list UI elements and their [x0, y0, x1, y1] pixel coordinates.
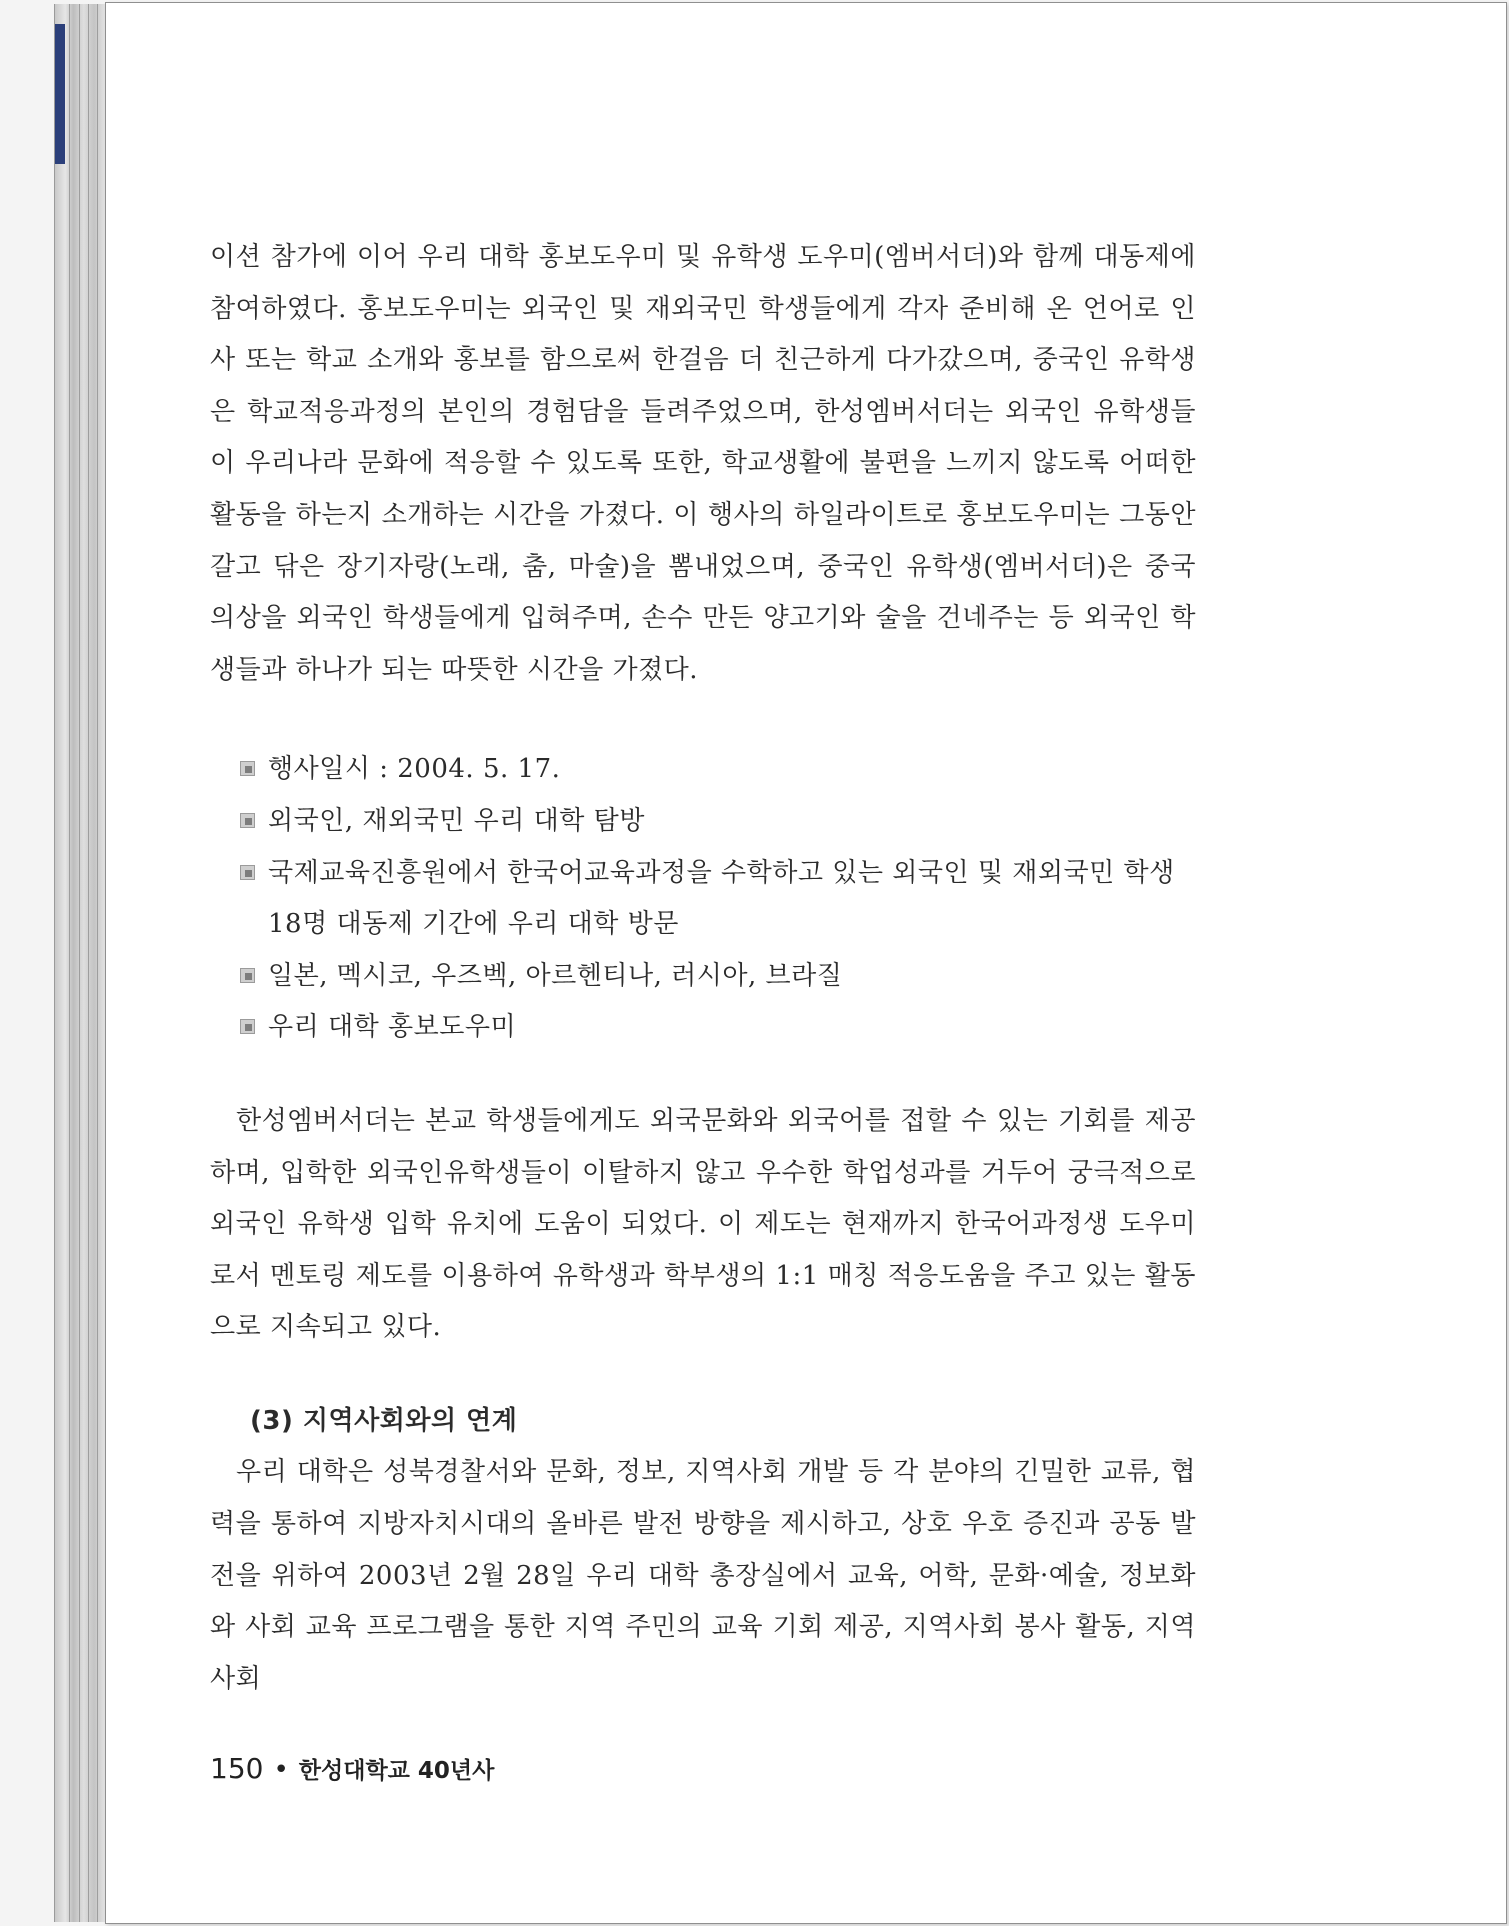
page-edge-line: [97, 4, 98, 1922]
event-info-list: [210, 744, 1196, 1054]
square-bullet-icon: [240, 813, 255, 828]
list-item: 일본, 멕시코, 우즈벡, 아르헨티나, 러시아, 브라질: [210, 951, 1196, 1003]
list-item: 우리 대학 홍보도우미: [210, 1002, 1196, 1054]
spacer: [210, 1054, 1196, 1096]
list-item: 행사일시 : 2004. 5. 17.: [210, 744, 1196, 796]
page-content: [210, 232, 1196, 1705]
square-bullet-icon: [240, 761, 255, 776]
square-bullet-icon: [240, 968, 255, 983]
footer-separator: •: [273, 1755, 289, 1785]
list-item: 외국인, 재외국민 우리 대학 탐방: [210, 796, 1196, 848]
page-number: 150: [210, 1752, 264, 1785]
list-item: 국제교육진흥원에서 한국어교육과정을 수학하고 있는 외국인 및 재외국민 학생 18명 대동제 기간에 우리 대학 방문: [210, 848, 1196, 951]
spacer: [210, 1354, 1196, 1396]
square-bullet-icon: [240, 1019, 255, 1034]
paragraph-intro: 이션 참가에 이어 우리 대학 홍보도우미 및 유학생 도우미(엠버서더)와 함께 대동제에 참여하였다. 홍보도우미는 외국인 및 재외국민 학생들에게 각자 준비해 온 언어로 인사 또는 학교 소개와 홍보를 함으로써 한걸음 더 친근하게 다가갔으며, 중국인 유학생은 학교적응과정의 본인의 경험담을 들려주었으며, 한성엠버서더는 외국인 유학생들이 우리나라 문화에 적응할 수 있도록 또한, 학교생활에 불편을 느끼지 않도록 어떠한 활동을 하는지 소개하는 시간을 가졌다. 이 행사의 하일라이트로 홍보도우미는 그동안 갈고 닦은 장기자랑(노래, 춤, 마술)을 뽐내었으며, 중국인 유학생(엠버서더)은 중국 의상을 외국인 학생들에게 입혀주며, 손수 만든 양고기와 술을 건네주는 등 외국인 학생들과 하나가 되는 따뜻한 시간을 가졌다.: [210, 242, 1196, 685]
paragraph-community: 우리 대학은 성북경찰서와 문화, 정보, 지역사회 개발 등 각 분야의 긴밀한 교류, 협력을 통하여 지방자치시대의 올바른 발전 방향을 제시하고, 상호 우호 증진과 공동 발전을 위하여 2003년 2월 28일 우리 대학 총장실에서 교육, 어학, 문화·예술, 정보화와 사회 교육 프로그램을 통한 지역 주민의 교육 기회 제공, 지역사회 봉사 활동, 지역사회: [210, 1457, 1196, 1694]
square-bullet-icon: [240, 865, 255, 880]
cover-strip: [55, 24, 65, 164]
book-title: 한성대학교 40년사: [298, 1758, 495, 1784]
section-heading: (3) 지역사회와의 연계: [250, 1405, 518, 1436]
page-footer: [210, 1752, 494, 1785]
paragraph-ambassador: 한성엠버서더는 본교 학생들에게도 외국문화와 외국어를 접할 수 있는 기회를 제공하며, 입학한 외국인유학생들이 이탈하지 않고 우수한 학업성과를 거두어 궁극적으로 외국인 유학생 입학 유치에 도움이 되었다. 이 제도는 현재까지 한국어과정생 도우미로서 멘토링 제도를 이용하여 유학생과 학부생의 1:1 매칭 적응도움을 주고 있는 활동으로 지속되고 있다.: [210, 1105, 1196, 1343]
page-edge-line: [88, 4, 89, 1922]
page-edge-line: [69, 4, 70, 1922]
book-page-edge: [54, 4, 107, 1922]
spacer: [210, 696, 1196, 744]
page-edge-line: [79, 4, 80, 1922]
